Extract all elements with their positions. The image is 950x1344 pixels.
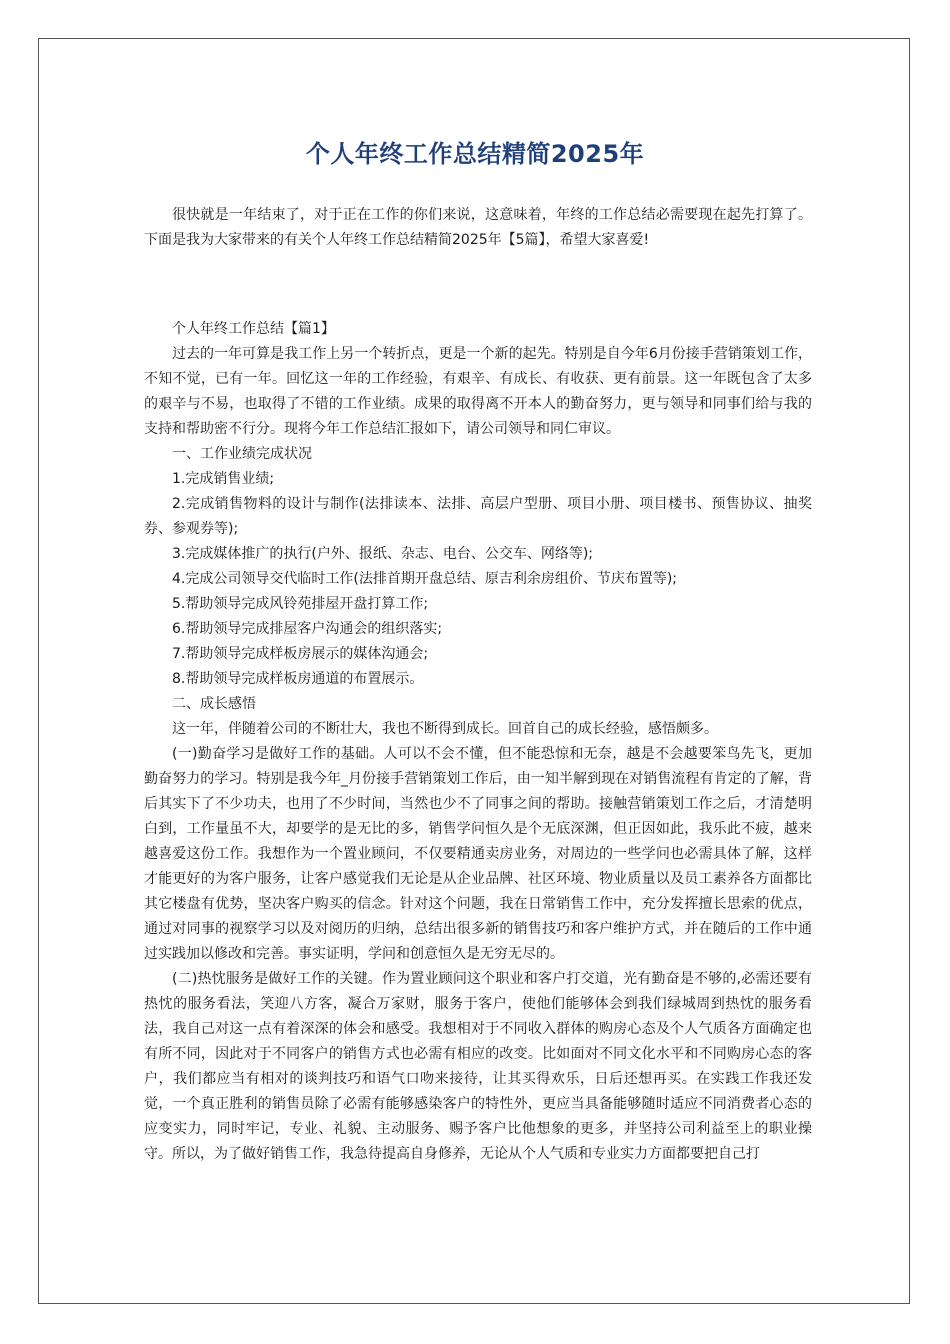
paragraph: 一、工作业绩完成状况 [172,446,312,462]
paragraph: 6.帮助领导完成排屋客户沟通会的组织落实; [172,621,443,637]
paragraph: 8.帮助领导完成样板房通道的布置展示。 [172,671,424,687]
paragraph: 1.完成销售业绩; [172,471,275,487]
intro-paragraph: 很快就是一年结束了，对于正在工作的你们来说，这意味着，年终的工作总结必需要现在起先打算了。下面是我为大家带来的有关个人年终工作总结精简2025年【5篇】，希望大家喜爱! [144,207,812,248]
paragraph: 过去的一年可算是我工作上另一个转折点，更是一个新的起先。特别是自今年6月份接手营销策划工作，不知不觉，已有一年。回忆这一年的工作经验，有艰辛、有成长、有收获、更有前景。这一年既包含了太多的艰辛与不易，也取得了不错的工作业绩。成果的取得离不开本人的勤奋努力，更与领导和同事们给与我的支持和帮助密不行分。现将今年工作总结汇报如下，请公司领导和同仁审议。 [144,346,812,437]
paragraph: 这一年，伴随着公司的不断壮大，我也不断得到成长。回首自己的成长经验，感悟颇多。 [172,721,718,737]
paragraph: 7.帮助领导完成样板房展示的媒体沟通会; [172,646,429,662]
paragraph: (二)热忱服务是做好工作的关键。作为置业顾问这个职业和客户打交道，光有勤奋是不够的,必需还要有热忱的服务看法，笑迎八方客，凝合万家财，服务于客户，使他们能够体会到我们绿城周到热忱的服务看法，我自己对这一点有着深深的体会和感受。我想相对于不同收入群体的购房心态及个人气质各方面确定也有所不同，因此对于不同客户的销售方式也必需有相应的改变。比如面对不同文化水平和不同购房心态的客户，我们都应当有相对的谈判技巧和语气口吻来接待，让其买得欢乐，日后还想再买。在实践工作我还发觉，一个真正胜利的销售员除了必需有能够感染客户的特性外，更应当具备能够随时适应不同消费者心态的应变实力，同时牢记，专业、礼貌、主动服务、赐予客户比他想象的更多，并坚持公司利益至上的职业操守。所以，为了做好销售工作，我急待提高自身修养，无论从个人气质和专业实力方面都要把自己打 [144,971,812,1162]
paragraph: 3.完成媒体推广的执行(户外、报纸、杂志、电台、公交车、网络等); [172,546,593,562]
section-heading: 个人年终工作总结【篇1】 [172,321,335,337]
paragraph: 5.帮助领导完成风铃苑排屋开盘打算工作; [172,596,429,612]
paragraph: 2.完成销售物料的设计与制作(法排读本、法排、高层户型册、项目小册、项目楼书、预售协议、抽奖券、参观券等); [144,496,812,537]
paragraph: 二、成长感悟 [172,696,256,712]
paragraph: 4.完成公司领导交代临时工作(法排首期开盘总结、原吉利余房组价、节庆布置等); [172,571,677,587]
document-body [144,203,812,1167]
paragraph: (一)勤奋学习是做好工作的基础。人可以不会不懂，但不能恐惊和无奈，越是不会越要笨鸟先飞，更加勤奋努力的学习。特别是我今年_月份接手营销策划工作后，由一知半解到现在对销售流程有肯定的了解，背后其实下了不少功夫，也用了不少时间，当然也少不了同事之间的帮助。接触营销策划工作之后，才清楚明白到，工作量虽不大，却要学的是无比的多，销售学问恒久是个无底深渊，但正因如此，我乐此不疲，越来越喜爱这份工作。我想作为一个置业顾问，不仅要精通卖房业务，对周边的一些学问也必需具体了解，这样才能更好的为客户服务，让客户感觉我们无论是从企业品牌、社区环境、物业质量以及员工素养各方面都比其它楼盘有优势，坚决客户购买的信念。针对这个问题，我在日常销售工作中，充分发挥擅长思索的优点，通过对同事的视察学习以及对阅历的归纳，总结出很多新的销售技巧和客户维护方式，并在随后的工作中通过实践加以修改和完善。事实证明，学问和创意恒久是无穷无尽的。 [144,746,812,962]
document-title: 个人年终工作总结精简2025年 [305,140,645,168]
